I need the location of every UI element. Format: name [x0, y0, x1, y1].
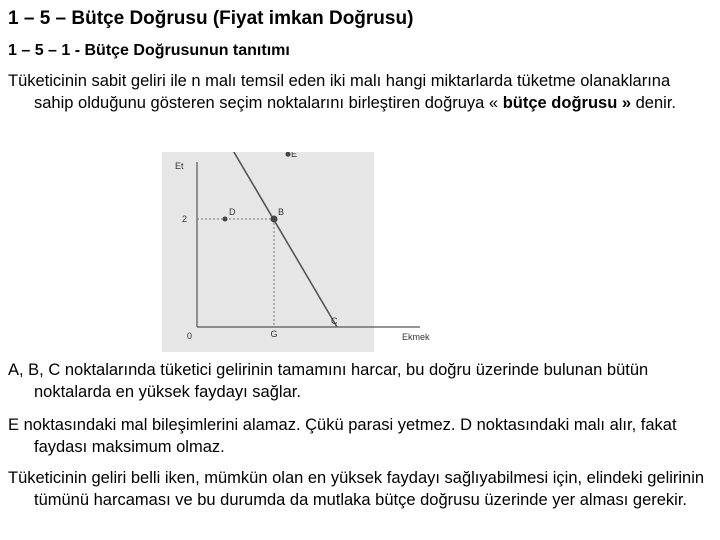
point-label-c: C — [331, 316, 338, 326]
y-axis-label: Et — [175, 161, 184, 171]
intro-paragraph — [8, 70, 708, 114]
budget-line-chart-svg — [162, 152, 458, 352]
intro-text-after: denir. — [631, 94, 676, 112]
point-label-b: B — [278, 207, 285, 217]
intro-text-before: Tüketicinin sabit geliri ile n malı temsil eden iki malı hangi miktarlarda tüketme olanaklarına sahip olduğunu gösteren seçim noktalarını birleştiren doğruya « — [8, 72, 671, 112]
section-subtitle: 1 – 5 – 1 - Bütçe Doğrusunun tanıtımı — [8, 42, 290, 59]
paragraph-conclusion: Tüketicinin geliri belli iken, mümkün olan en yüksek faydayı sağlıyabilmesi için, elindeki gelirinin tümünü harcaması ve bu durumda da mutlaka bütçe doğrusu üzerinde yer alması gerekir. — [8, 469, 705, 509]
x-tick-label: G — [270, 329, 278, 339]
intro-bold-term: bütçe doğrusu » — [502, 94, 632, 112]
chart-background — [162, 152, 374, 352]
y-tick-label: 2 — [181, 214, 187, 224]
point-label-d: D — [229, 207, 236, 217]
page-title: 1 – 5 – Bütçe Doğrusu (Fiyat imkan Doğrusu) — [8, 8, 414, 29]
point-d — [223, 217, 228, 222]
paragraph-abc: A, B, C noktalarında tüketici gelirinin tamamını harcar, bu doğru üzerinde bulunan bütün noktalarda en yüksek faydayı sağlar. — [8, 361, 649, 401]
point-label-e: E — [291, 152, 298, 160]
point-b — [271, 216, 278, 223]
x-axis-label: Ekmek — [402, 332, 430, 342]
origin-label: 0 — [186, 331, 192, 341]
paragraph-e-d: E noktasındaki mal bileşimlerini alamaz. Çükü parasi yetmez. D noktasındaki malı alır, fakat faydası maksimum olmaz. — [8, 416, 677, 456]
budget-line-chart — [162, 152, 458, 352]
